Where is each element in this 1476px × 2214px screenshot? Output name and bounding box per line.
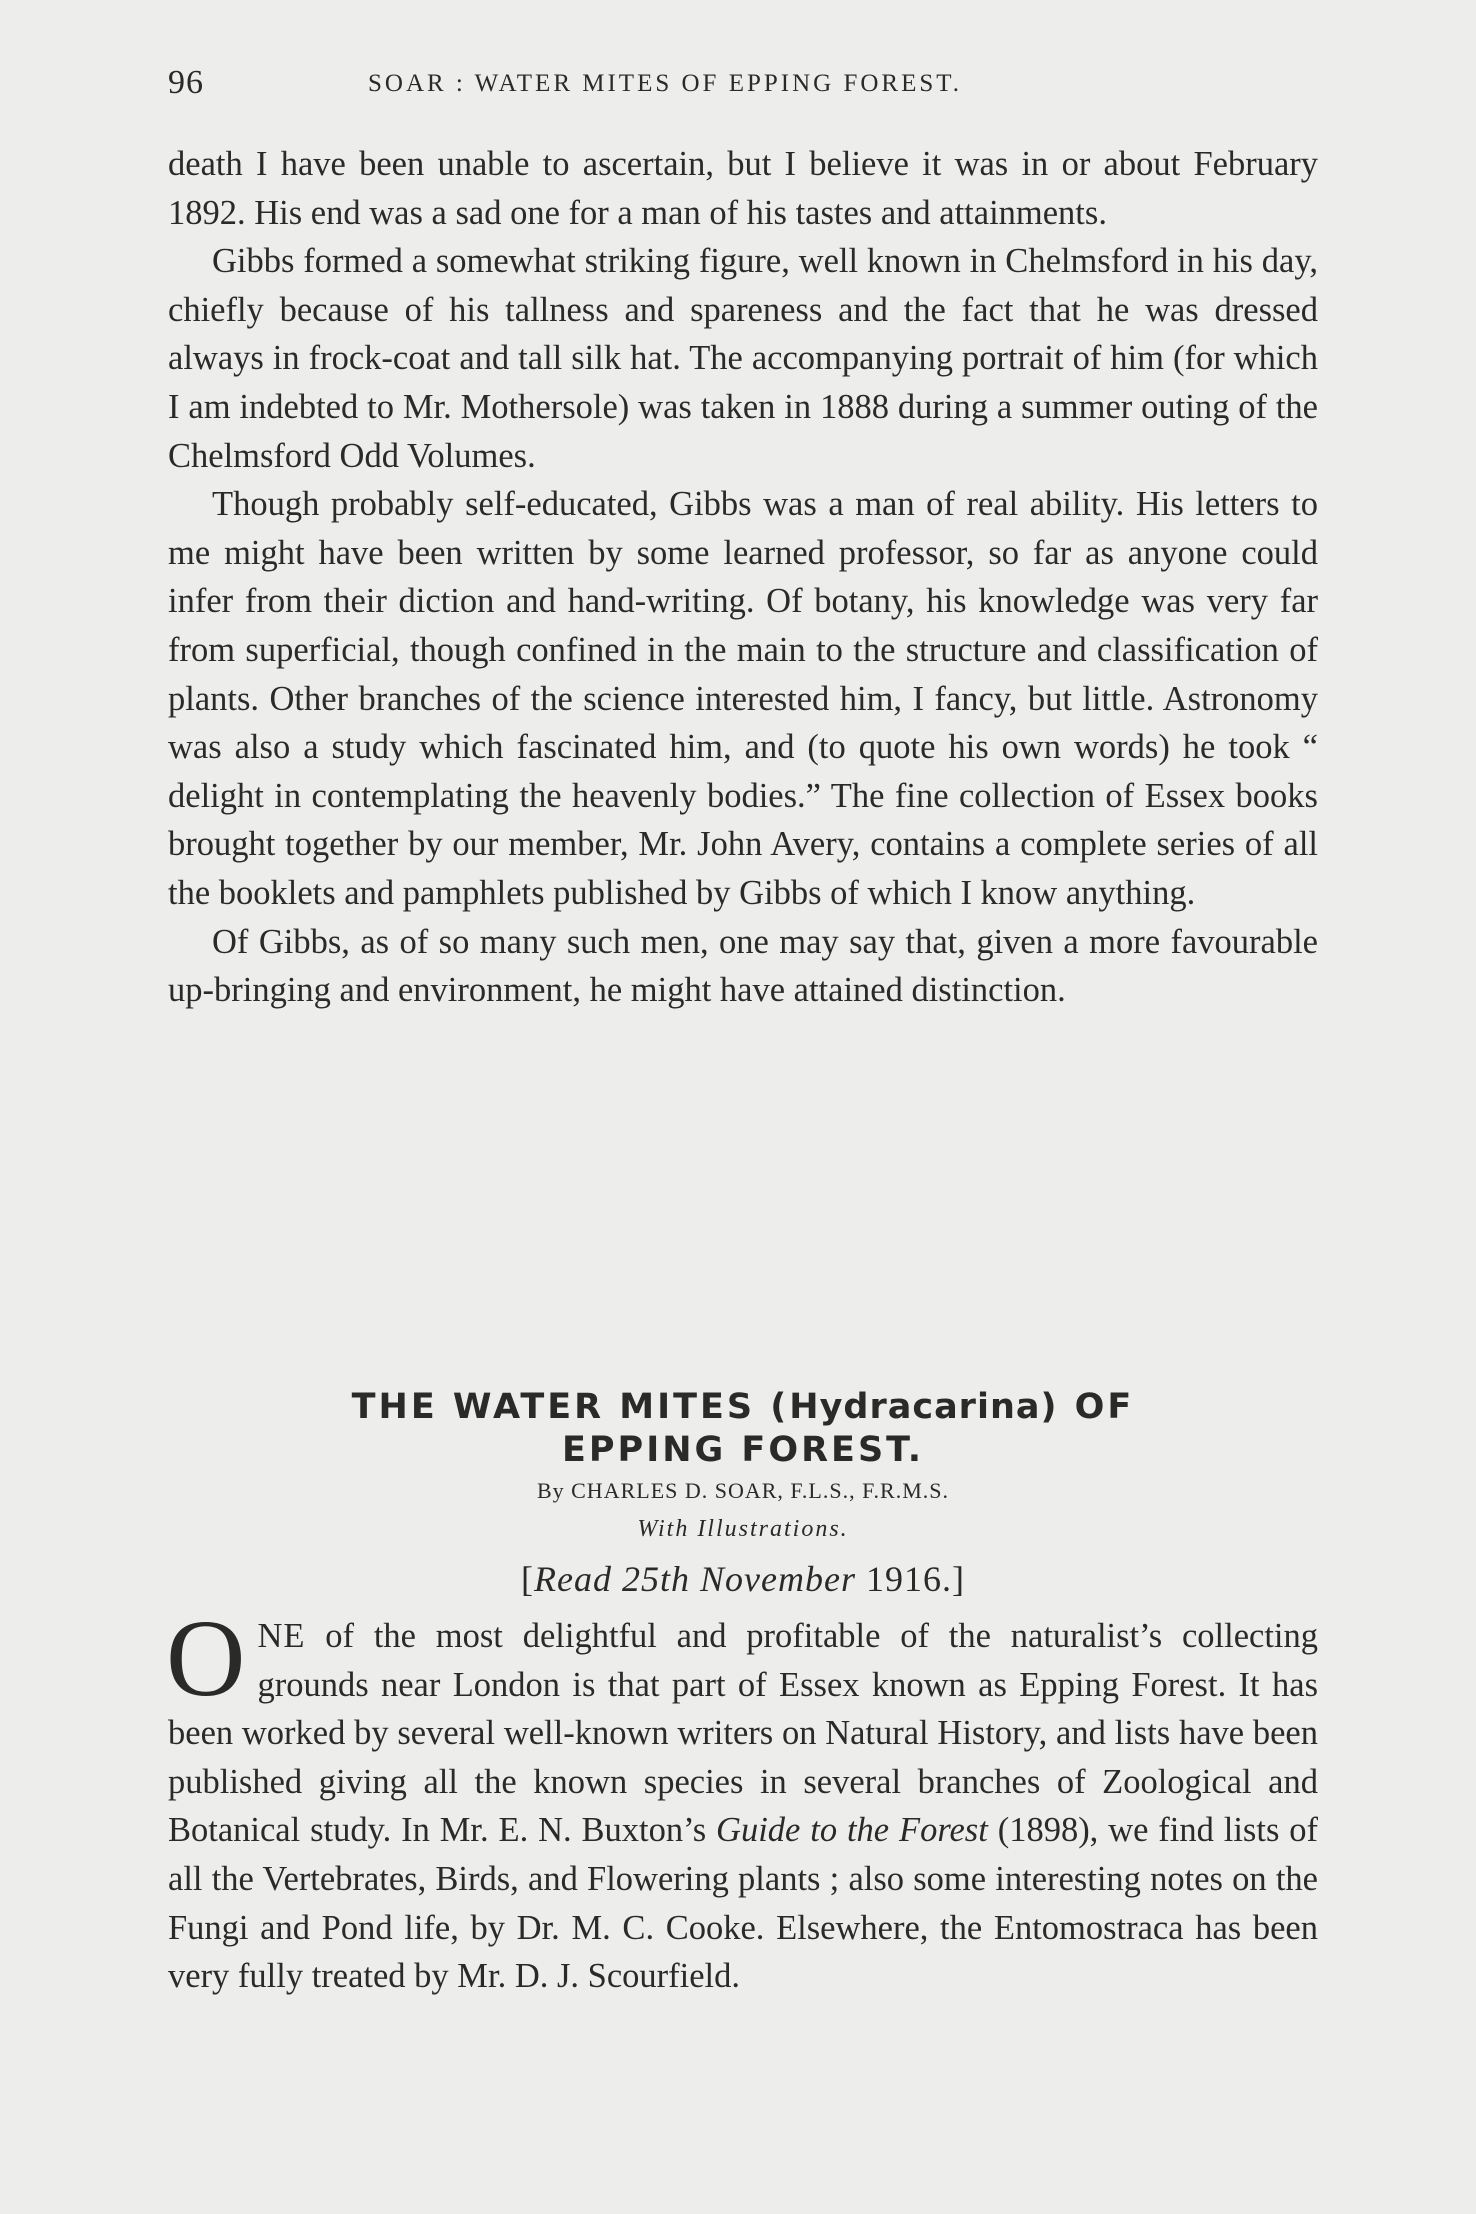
- page-number: 96: [168, 64, 204, 101]
- article-title-scientific-name: Hydracarina: [789, 1387, 1041, 1427]
- article-title-part2: ) OF: [1040, 1387, 1135, 1427]
- article-title: [168, 1385, 1318, 1429]
- read-date-year: 1916.]: [855, 1559, 965, 1599]
- article-title-part1: THE WATER MITES (: [351, 1387, 790, 1427]
- running-head: [168, 64, 1318, 104]
- article-body: [166, 1597, 1319, 2001]
- body-text-end: (1898), we find lists of all the Vertebrates, Birds, and Flowering plants ; also some interesting notes on the Fungi and Pond life, by Dr. M. C. Cooke. Elsewhere, the Entomostraca has been very fully treated by Mr. D. J. Scourfield.: [168, 1811, 1319, 1996]
- read-date-bracket: [: [521, 1559, 535, 1599]
- paragraph: Of Gibbs, as of so many such men, one may say that, given a more favourable up-bringing and environment, he might have attained distinction.: [168, 922, 1318, 1010]
- paragraph: Though probably self-educated, Gibbs was a man of real ability. His letters to me might have been written by some learned professor, so far as anyone could infer from their diction and hand-writing. Of botany, his knowledge was very far from superficial, though confined in the main to the structure and classification of plants. Other branches of the science interested him, I fancy, but little. Astronomy was also a study which fascinated him, and (to quote his own words) he took “ delight in contemplating the heavenly bodies.” The fine collection of Essex books brought together by our member, Mr. John Avery, contains a complete series of all the booklets and pamphlets published by Gibbs of which I know anything.: [168, 485, 1318, 912]
- paragraph: [166, 1597, 1319, 2001]
- drop-cap: O: [166, 1597, 246, 1719]
- byline: By CHARLES D. SOAR, F.L.S., F.R.M.S.: [536, 1478, 950, 1503]
- body-text: of the most delightful and profitable of the naturalist’s collecting grounds near London is that part of Essex known as Epping Forest. It has been worked by several well-known writers on Natural History, and lists have been published giving all the known species in several branches of Zoological and Botanical study. In Mr. E. N. Buxton’s: [168, 1617, 1318, 1850]
- first-word: NE: [257, 1617, 306, 1655]
- continuation-text: [168, 140, 1318, 1015]
- read-date: [168, 1558, 1318, 1600]
- read-date-italic: Read 25th November: [534, 1559, 856, 1599]
- article-title-line2: EPPING FOREST.: [561, 1430, 925, 1470]
- book-title: Guide to the Forest: [716, 1811, 988, 1850]
- paragraph: death I have been unable to ascertain, but I believe it was in or about February 1892. His end was a sad one for a man of his tastes and attainments.: [168, 145, 1318, 232]
- running-title: SOAR : WATER MITES OF EPPING FOREST.: [368, 70, 962, 97]
- paragraph: Gibbs formed a somewhat striking figure, well known in Chelmsford in his day, chiefly because of his tallness and spareness and the fact that he was dressed always in frock-coat and tall silk hat. The accompanying portrait of him (for which I am indebted to Mr. Mothersole) was taken in 1888 during a summer outing of the Chelmsford Odd Volumes.: [168, 242, 1318, 475]
- illustrations-note: With Illustrations.: [637, 1516, 849, 1542]
